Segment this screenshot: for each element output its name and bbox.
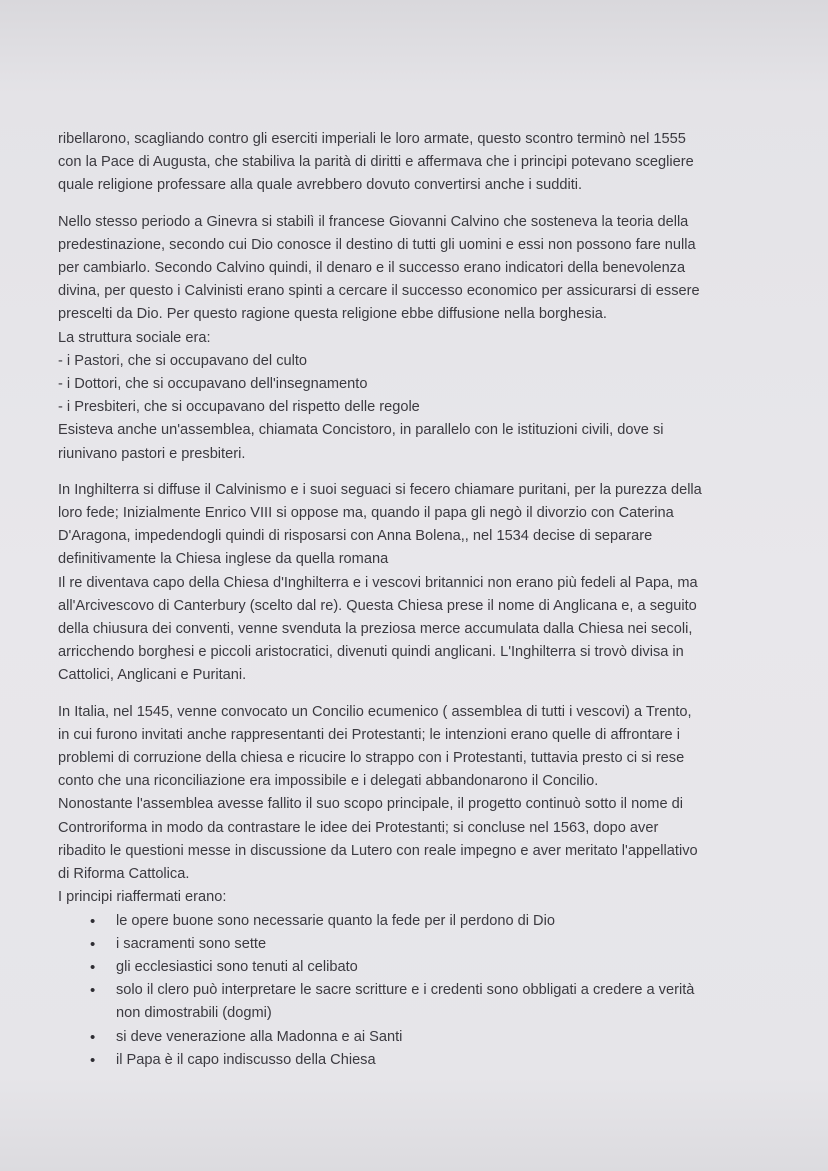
text-line: predestinazione, secondo cui Dio conosce il destino di tutti gli uomini e essi non possono fare nulla <box>58 236 696 253</box>
text-line: Nello stesso periodo a Ginevra si stabilì il francese Giovanni Calvino che sosteneva la teoria della <box>58 213 689 230</box>
text-line: in cui furono invitati anche rappresentanti dei Protestanti; le intenzioni erano quelle di affrontare i <box>58 726 680 743</box>
dash-list-item: - i Dottori, che si occupavano dell'insegnamento <box>58 373 794 396</box>
text-line: D'Aragona, impedendogli quindi di risposarsi con Anna Bolena,, nel 1534 decise di separare <box>58 528 653 545</box>
bullet-list <box>58 910 794 1072</box>
text-line: per cambiarlo. Secondo Calvino quindi, il denaro e il successo erano indicatori della benevolenza <box>58 260 686 277</box>
bullet-text: • gli ecclesiastici sono tenuti al celibato <box>116 958 358 975</box>
text-line: riunivano pastori e presbiteri. <box>58 445 246 462</box>
bullet-item <box>90 933 794 956</box>
paragraph-augusta <box>58 128 794 198</box>
dash-list-item: - i Presbiteri, che si occupavano del rispetto delle regole <box>58 396 794 419</box>
text-line: In Italia, nel 1545, venne convocato un Concilio ecumenico ( assemblea di tutti i vescovi) a Trento, <box>58 703 692 720</box>
text-line: quale religione professare alla quale avrebbero dovuto convertirsi anche i sudditi. <box>58 177 583 194</box>
paragraph-concilio <box>58 701 794 1072</box>
paragraph-calvino <box>58 211 794 466</box>
text-line: In Inghilterra si diffuse il Calvinismo e i suoi seguaci si fecero chiamare puritani, per la purezza della <box>58 481 702 498</box>
text-line: loro fede; Inizialmente Enrico VIII si oppose ma, quando il papa gli negò il divorzio con Caterina <box>58 505 674 522</box>
text-line: prescelti da Dio. Per questo ragione questa religione ebbe diffusione nella borghesia. <box>58 306 607 323</box>
bullet-item <box>90 1049 794 1072</box>
bullet-text: • le opere buone sono necessarie quanto la fede per il perdono di Dio <box>116 912 555 929</box>
text-line: Controriforma in modo da contrastare le idee dei Protestanti; si concluse nel 1563, dopo aver <box>58 819 659 836</box>
text-line: della chiusura dei conventi, venne svenduta la preziosa merce accumulata dalla Chiesa nei secoli, <box>58 621 693 638</box>
bullet-item <box>90 956 794 979</box>
text-line: ribellarono, scagliando contro gli eserciti imperiali le loro armate, questo scontro terminò nel 1555 <box>58 131 686 147</box>
text-line: definitivamente la Chiesa inglese da quella romana <box>58 551 389 568</box>
text-line: conto che una riconciliazione era impossibile e i delegati abbandonarono il Concilio. <box>58 773 599 790</box>
page-text <box>58 128 794 1072</box>
bullet-text-continuation: non dimostrabili (dogmi) <box>116 1005 272 1022</box>
text-line: con la Pace di Augusta, che stabiliva la parità di diritti e affermava che i principi potevano scegliere <box>58 154 694 171</box>
text-line: La struttura sociale era: <box>58 329 211 346</box>
bullet-text: • solo il clero può interpretare le sacre scritture e i credenti sono obbligati a credere a verità <box>116 982 695 999</box>
text-line: problemi di corruzione della chiesa e ricucire lo strappo con i Protestanti, tuttavia presto ci si rese <box>58 750 685 767</box>
text-line: I principi riaffermati erano: <box>58 889 227 906</box>
text-line: Esisteva anche un'assemblea, chiamata Concistoro, in parallelo con le istituzioni civili, dove si <box>58 422 664 439</box>
text-line: all'Arcivescovo di Canterbury (scelto dal re). Questa Chiesa prese il nome di Anglicana e, a seguito <box>58 597 697 614</box>
paragraph-inghilterra <box>58 479 794 688</box>
bullet-item <box>90 910 794 933</box>
text-line: divina, per questo i Calvinisti erano spinti a cercare il successo economico per assicurarsi di essere <box>58 283 700 300</box>
text-line: Nonostante l'assemblea avesse fallito il suo scopo principale, il progetto continuò sotto il nome di <box>58 796 683 813</box>
text-line: ribadito le questioni messe in discussione da Lutero con reale impegno e aver meritato l'appellativo <box>58 842 698 859</box>
dash-list-item: - i Pastori, che si occupavano del culto <box>58 350 794 373</box>
bullet-text: • si deve venerazione alla Madonna e ai Santi <box>116 1028 403 1045</box>
bullet-text: • il Papa è il capo indiscusso della Chiesa <box>116 1051 376 1068</box>
text-line: Cattolici, Anglicani e Puritani. <box>58 667 247 684</box>
text-line: Il re diventava capo della Chiesa d'Inghilterra e i vescovi britannici non erano più fedeli al Papa, ma <box>58 574 698 591</box>
text-line: di Riforma Cattolica. <box>58 866 190 883</box>
text-line: arricchendo borghesi e piccoli aristocratici, divenuti quindi anglicani. L'Inghilterra si trovò divisa in <box>58 644 684 661</box>
bullet-item <box>90 1026 794 1049</box>
bullet-item <box>90 979 794 1025</box>
bullet-text: • i sacramenti sono sette <box>116 935 267 952</box>
